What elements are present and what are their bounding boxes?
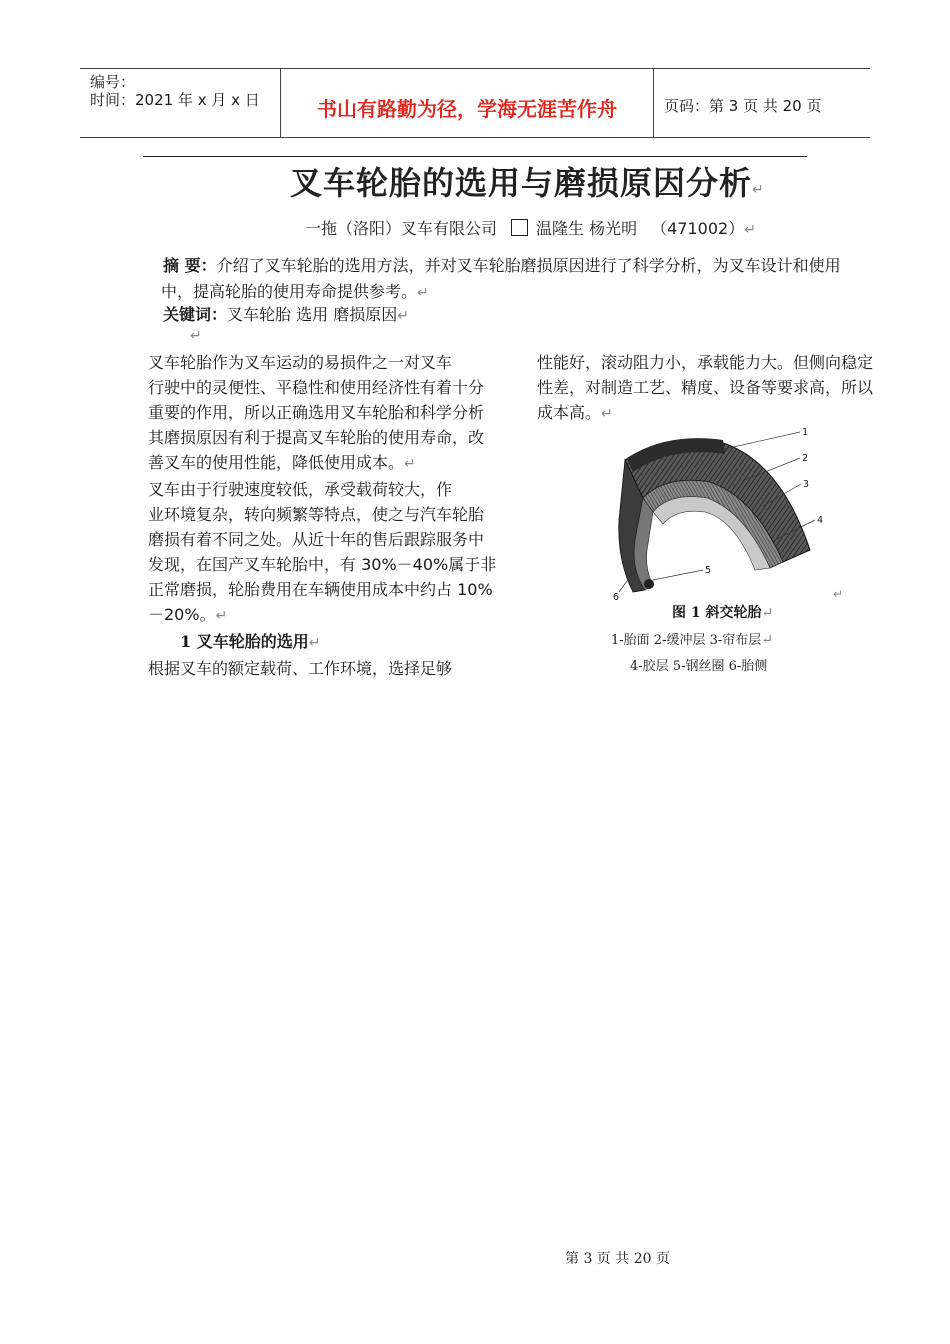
figure-legend-line2: 4-胶层 5-钢丝圈 6-胎侧 <box>630 659 768 674</box>
paragraph-mark: ↵ <box>761 605 774 621</box>
paragraph-mark: ↵ <box>601 406 613 422</box>
document-time-label: 时间：2021 年 x 月 x 日 <box>90 91 260 109</box>
header-table <box>80 68 870 138</box>
figure-legend-line1 <box>611 629 773 648</box>
figure-legend-text: 1-胎面 2-缓冲层 3-帘布层 <box>611 633 762 648</box>
header-motto-cell <box>281 69 654 137</box>
keywords <box>163 302 409 325</box>
callout-label: 4 <box>817 515 824 526</box>
right-column <box>537 350 897 427</box>
body-line-text: 成本高。 <box>537 403 602 422</box>
keywords-text: 叉车轮胎 选用 磨损原因 <box>227 305 398 324</box>
section-heading-text: 1 叉车轮胎的选用 <box>180 632 309 651</box>
author-names: 温隆生 杨光明 <box>536 219 638 238</box>
body-line: 重要的作用，所以正确选用叉车轮胎和科学分析 <box>148 403 485 422</box>
body-line: 叉车由于行驶速度较低，承受载荷较大，作 <box>148 480 453 499</box>
article-authors <box>305 216 756 239</box>
article-title-text: 叉车轮胎的选用与磨损原因分析 <box>290 164 753 202</box>
callout-label: 6 <box>613 592 620 603</box>
body-line <box>148 450 508 477</box>
body-line <box>148 602 508 629</box>
header-motto: 书山有路勤为径，学海无涯苦作舟 <box>317 97 617 121</box>
body-line: 行驶中的灵便性、平稳性和使用经济性有着十分 <box>148 378 485 397</box>
paragraph-mark: ↵ <box>752 182 765 198</box>
paragraph-mark: ↵ <box>404 456 416 472</box>
paragraph-mark: ↵ <box>190 328 202 344</box>
document-number-label: 编号： <box>90 73 136 91</box>
paragraph-mark: ↵ <box>761 632 773 648</box>
body-line-text: －20%。 <box>148 605 216 624</box>
body-line: 性能好，滚动阻力小，承载能力大。但侧向稳定 <box>537 353 874 372</box>
figure-caption <box>672 602 773 622</box>
paragraph-mark: ↵ <box>215 608 228 624</box>
abstract-text-line2: 中，提高轮胎的使用寿命提供参考。 <box>161 282 418 301</box>
body-line: 业环境复杂，转向频繁等特点，使之与汽车轮胎 <box>148 505 485 524</box>
header-page-cell <box>654 69 870 137</box>
section-heading <box>148 629 508 656</box>
body-line: 正常磨损，轮胎费用在车辆使用成本中约占 10% <box>148 580 493 599</box>
body-line-text: 善叉车的使用性能，降低使用成本。 <box>148 453 405 472</box>
body-line: 根据叉车的额定载荷、工作环境，选择足够 <box>148 659 453 678</box>
callout-label: 1 <box>802 427 809 438</box>
body-line: 其磨损原因有利于提高叉车轮胎的使用寿命，改 <box>148 428 485 447</box>
page-footer: 第 3 页 共 20 页 <box>565 1251 670 1267</box>
paragraph-mark: ↵ <box>308 635 321 651</box>
body-line: 叉车轮胎作为叉车运动的易损件之一对叉车 <box>148 353 453 372</box>
header-meta-cell <box>80 69 281 137</box>
callout-label: 2 <box>802 453 809 464</box>
title-rule <box>143 156 807 157</box>
tire-cross-section-image <box>605 420 845 610</box>
header-page-info: 页码：第 3 页 共 20 页 <box>664 97 822 115</box>
body-line: 磨损有着不同之处。从近十年的售后跟踪服务中 <box>148 530 485 549</box>
paragraph-mark: ↵ <box>397 308 409 324</box>
left-column <box>148 350 508 681</box>
paragraph-mark: ↵ <box>417 285 429 301</box>
author-postcode: （471002） <box>651 219 745 238</box>
article-title <box>290 158 765 204</box>
body-line: 性差，对制造工艺、精度、设备等要求高，所以 <box>537 378 874 397</box>
paragraph-mark: ↵ <box>744 222 756 238</box>
abstract <box>163 253 883 306</box>
callout-label: 5 <box>705 565 712 576</box>
checkbox[interactable] <box>511 219 528 236</box>
body-line: 发现，在国产叉车轮胎中，有 30%－40%属于非 <box>148 555 497 574</box>
keywords-label: 关键词： <box>163 305 228 324</box>
figure-caption-text: 图 1 斜交轮胎 <box>672 605 762 621</box>
paragraph-mark: ↵ <box>833 587 844 601</box>
abstract-label: 摘 要： <box>163 256 217 275</box>
author-organization: 一拖（洛阳）叉车有限公司 <box>305 219 498 238</box>
callout-label: 3 <box>803 479 810 490</box>
abstract-text-line1: 介绍了叉车轮胎的选用方法，并对叉车轮胎磨损原因进行了科学分析，为叉车设计和使用 <box>216 256 841 275</box>
